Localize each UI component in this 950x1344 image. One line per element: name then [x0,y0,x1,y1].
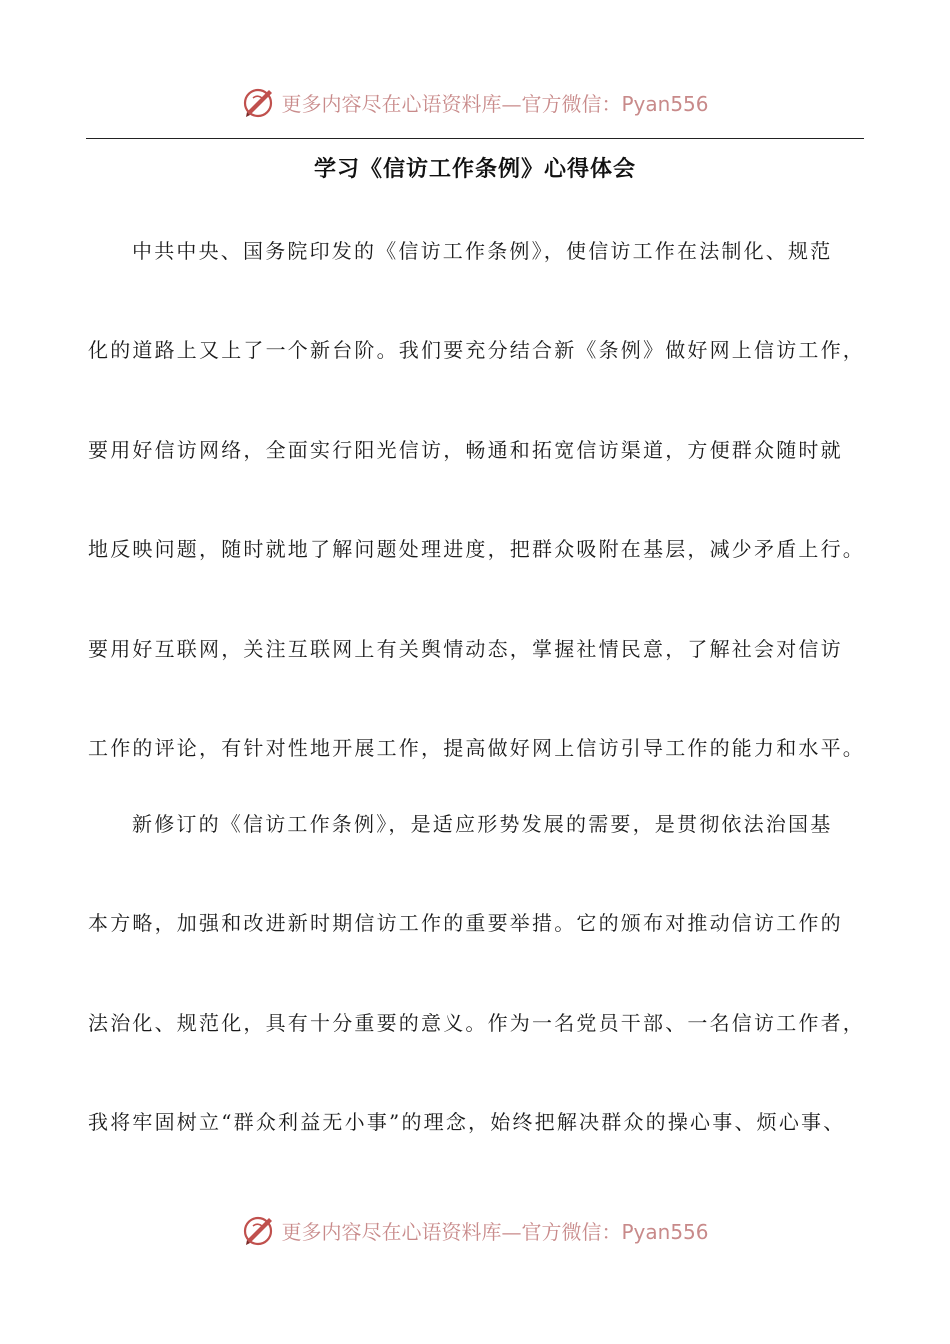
page-title: 学习《信访工作条例》心得体会 [313,157,636,182]
body-line: 我将牢固树立“群众利益无小事”的理念，始终把解决群众的操心事、烦心事、 [88,1110,846,1134]
header-banner [0,82,950,122]
banner-wechat-id: Pyan556 [621,1219,709,1244]
body-line: 要用好互联网，关注互联网上有关舆情动态，掌握社情民意，了解社会对信访 [88,637,843,661]
body-line: 本方略，加强和改进新时期信访工作的重要举措。它的颁布对推动信访工作的 [88,911,843,935]
header-divider [86,138,864,139]
pen-logo-icon [241,1212,277,1248]
body-line: 法治化、规范化，具有十分重要的意义。作为一名党员干部、一名信访工作者， [88,1011,865,1035]
body-line: 工作的评论，有针对性地开展工作，提高做好网上信访引导工作的能力和水平。 [88,736,865,760]
body-line: 新修订的《信访工作条例》，是适应形势发展的需要，是贯彻依法治国基 [132,812,833,836]
pen-logo-icon [241,84,277,120]
banner-text: 更多内容尽在心语资料库—官方微信：Pyan556 [281,1219,709,1244]
banner-text: 更多内容尽在心语资料库—官方微信：Pyan556 [281,91,709,116]
body-line: 化的道路上又上了一个新台阶。我们要充分结合新《条例》做好网上信访工作， [88,338,865,362]
body-line: 中共中央、国务院印发的《信访工作条例》，使信访工作在法制化、规范 [132,239,833,263]
body-line: 地反映问题，随时就地了解问题处理进度，把群众吸附在基层，减少矛盾上行。 [88,537,865,561]
footer-banner [0,1210,950,1250]
banner-wechat-id: Pyan556 [621,91,709,116]
body-line: 要用好信访网络，全面实行阳光信访，畅通和拓宽信访渠道，方便群众随时就 [88,438,843,462]
